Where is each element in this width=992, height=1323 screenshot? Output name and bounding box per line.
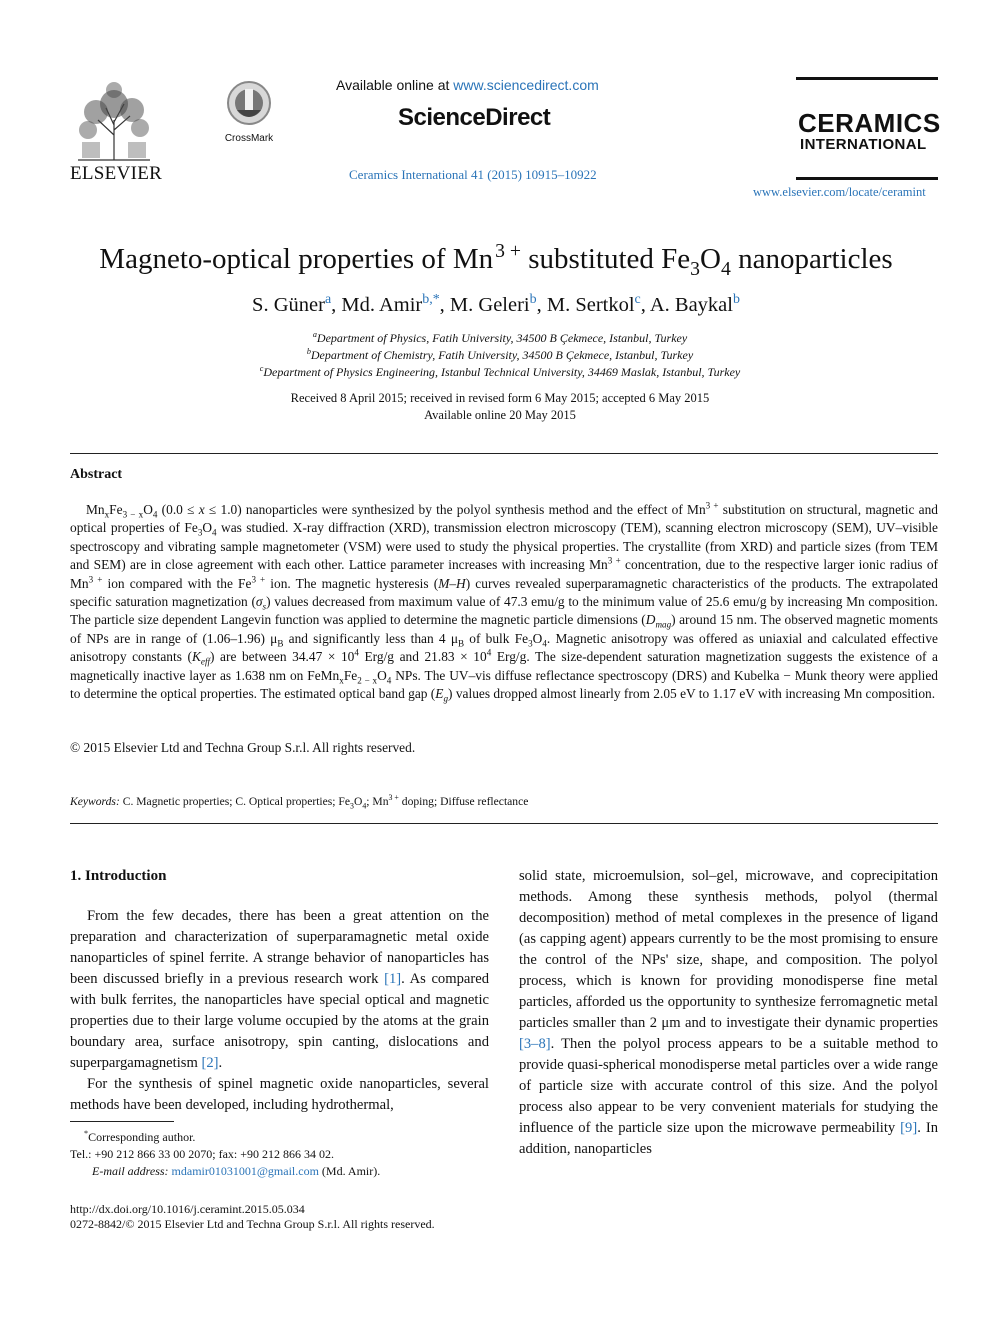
paper-title: [0, 240, 992, 280]
affiliation-mark[interactable]: b: [732, 292, 740, 308]
text-run: g: [443, 693, 449, 704]
title-text: substituted Fe: [521, 243, 691, 275]
title-text: Magneto-optical properties of Mn: [99, 243, 494, 275]
text-run: 3 +: [251, 574, 266, 585]
text-run: 4: [486, 647, 492, 658]
keywords-bottom-rule: [70, 823, 938, 824]
footnote-rule: [70, 1121, 174, 1122]
text-run: K: [191, 649, 201, 665]
text-run: 3: [197, 528, 203, 539]
email-link[interactable]: mdamir01031001@gmail.com: [171, 1164, 319, 1178]
text-run: O: [353, 795, 363, 808]
author-list: S. Güner$^a$, Md. Amir$^{b,*}$, M. Geleri$^b$, M. Sertkol$^c$, A. Baykal$^b$: [252, 292, 740, 316]
author[interactable]: M. Sertkol$^c$: [546, 292, 641, 316]
text-run: ) values decreased from maximum value of 47.3 emu/g to the minimum value of 25.6 emu/g by increasing Mn composition. The particle size dependent Langevin function was applied to determine the magnetic particle dimensions (: [70, 594, 938, 628]
text-run: Mn: [86, 502, 105, 517]
intro-paragraph-1: [70, 906, 489, 1074]
text-run: E: [435, 686, 444, 702]
text-run: C. Magnetic properties; C. Optical properties; Fe: [119, 795, 351, 808]
text-run: O: [532, 630, 543, 646]
affiliation-c: $^c$Department of Physics Engineering, Istanbul Technical University, 34469 Maslak, Istanbul, Turkey: [259, 364, 741, 379]
text-run: Erg/g. The size-dependent saturation magnetization suggests the existence of a magnetically inactive layer as 1.638 nm on FeMn: [70, 649, 938, 683]
text-run: ion compared with the Fe: [102, 575, 252, 591]
abstract-heading: Abstract: [70, 467, 123, 482]
journal-logo-title: CERAMICS: [798, 108, 941, 138]
keywords: [70, 793, 529, 811]
text-run: B: [277, 638, 284, 649]
text-run: x: [198, 502, 205, 517]
abstract-top-rule: [70, 453, 938, 454]
keywords-label: Keywords:: [70, 795, 120, 808]
text-run: For the synthesis of spinel magnetic oxide nanoparticles, several methods have been developed, including hydrothermal,: [70, 1076, 489, 1113]
elsevier-wordmark: ELSEVIER: [70, 163, 163, 184]
affiliation-mark[interactable]: c: [634, 292, 641, 308]
text-run: From the few decades, there has been a great attention on the preparation and characterization of superparamagnetic metal oxide nanoparticles of spinel ferrite. A strange behavior of nanoparticles has been discussed briefly in a previous research work: [70, 908, 489, 987]
affiliation-b: $^b$Department of Chemistry, Fatih University, 34500 B Çekmece, Istanbul, Turkey: [306, 347, 694, 362]
abstract-copyright: © 2015 Elsevier Ltd and Techna Group S.r.l. All rights reserved.: [70, 740, 416, 755]
text-run: ion. The magnetic hysteresis (: [265, 575, 439, 591]
title-text: nanoparticles: [730, 243, 893, 275]
text-run: and significantly less than 4 μ: [283, 630, 458, 646]
text-run: Fe: [109, 502, 123, 517]
text-run: mag: [655, 620, 672, 631]
text-run: . Then the polyol process appears to be a suitable method to provide quasi-spherical monodisperse metal particles over a wide range of particle size with accurate control of this size. And the polyol process also appear to be very convenient materials for studying the influence of the particle size upon the microwave permeability: [519, 1036, 938, 1136]
text-run: 3: [528, 638, 533, 649]
author[interactable]: M. Geleri$^b$: [449, 292, 537, 316]
affiliation-mark[interactable]: b: [529, 292, 537, 308]
text-run: x: [339, 675, 344, 686]
text-run: 4: [386, 675, 392, 686]
body-column-right: [519, 866, 938, 1160]
text-run: D: [645, 612, 656, 628]
intro-paragraph-2: [70, 1074, 489, 1116]
title-subscript: 3: [690, 257, 701, 280]
available-online-date: Available online 20 May 2015: [424, 408, 576, 422]
text-run: (0.0 ≤: [157, 502, 199, 517]
author[interactable]: S. Güner$^a$: [252, 292, 332, 316]
text-run: 4: [542, 638, 547, 649]
text-run: 3 +: [705, 500, 719, 511]
title-text: O: [700, 243, 721, 275]
text-run: 4: [354, 647, 359, 658]
text-run: 3 +: [88, 574, 103, 585]
text-run: x: [104, 509, 110, 520]
text-run: .: [218, 1055, 223, 1071]
article-history: [0, 390, 992, 424]
affiliation-a: $^a$Department of Physics, Fatih University, 34500 B Çekmece, Istanbul, Turkey: [312, 330, 688, 345]
text-run: . As compared with bulk ferrites, the nanoparticles have special optical and magnetic properties due to their large volume occupied by the atoms at the grain boundary area, surface anisotropy, spin canting, dislocations and superpargamagnetism: [70, 971, 489, 1071]
section-heading-introduction: 1. Introduction: [70, 868, 167, 884]
issn-copyright-line: 0272-8842/© 2015 Elsevier Ltd and Techna Group S.r.l. All rights reserved.: [70, 1217, 435, 1231]
text-run: Erg/g and 21.83 × 10: [358, 649, 487, 665]
journal-homepage-link[interactable]: www.elsevier.com/locate/ceramint: [753, 185, 926, 199]
citation-link[interactable]: [9]: [900, 1120, 918, 1136]
text-run: . In addition, nanoparticles: [519, 1120, 938, 1157]
author[interactable]: A. Baykal$^b$: [649, 292, 740, 316]
journal-logo-subtitle: INTERNATIONAL: [800, 136, 927, 153]
crossmark-label: CrossMark: [224, 133, 274, 144]
journal-logo-top-rule: [796, 77, 938, 80]
text-run: O: [377, 667, 387, 683]
text-run: concentration, due to the respective larger ionic radius of Mn: [70, 557, 938, 591]
text-run: substitution on structural, magnetic and optical properties of Fe: [70, 502, 938, 536]
text-run: O: [143, 502, 153, 517]
text-run: eff: [200, 656, 211, 667]
sciencedirect-wordmark: ScienceDirect: [398, 104, 551, 131]
citation-link[interactable]: [3–8]: [519, 1036, 551, 1052]
text-run: ) are between 34.47 × 10: [210, 649, 355, 665]
text-run: doping; Diffuse reflectance: [398, 795, 529, 808]
citation-link[interactable]: [2]: [201, 1055, 219, 1071]
text-run: M–H: [438, 575, 466, 591]
author[interactable]: Md. Amir$^{b,*}$: [341, 292, 440, 316]
contact-email: E-mail address: mdamir01031001@gmail.com (Md. Amir).: [92, 1164, 381, 1178]
text-run: 4: [212, 528, 217, 539]
crossmark-icon: [226, 80, 272, 126]
elsevier-tree-logo: [68, 80, 160, 162]
text-run: O: [202, 520, 213, 536]
text-run: σ: [255, 594, 263, 610]
text-run: ; Mn: [366, 795, 389, 808]
text-run: solid state, microemulsion, sol–gel, microwave, and coprecipitation methods. Among these synthesis methods, polyol (thermal decomposition) method of metal complexes in the presence of ligand (as capping agent) appears currently to be the most promising to ensure the control of the NPs' size, shape, and composition. The polyol process, which is known for providing monodisperse fine metal particles, afforded us the opportunity to synthesize ferromagnetic metal particles smaller than 2 μm and to investigate their dynamic properties: [519, 868, 938, 1031]
available-online-prefix: Available online at: [336, 77, 454, 93]
sciencedirect-url-link[interactable]: www.sciencedirect.com: [453, 77, 599, 93]
text-run: ) around 15 nm. The observed magnetic moments of NPs are in range of (1.06–1.96) μ: [70, 612, 939, 646]
affiliation-mark[interactable]: b,*: [422, 292, 440, 308]
title-superscript: 3 +: [495, 240, 521, 263]
text-run: 3 +: [388, 793, 399, 803]
text-run: 3: [350, 801, 354, 811]
text-run: 3 +: [607, 555, 621, 566]
text-run: 4: [152, 509, 158, 520]
journal-logo-bottom-rule: [796, 177, 938, 180]
keywords-list: [119, 793, 529, 811]
text-run: ≤ 1.0) nanoparticles were synthesized by the polyol synthesis method and the effect of Mn: [204, 502, 706, 517]
available-online-line: [336, 77, 599, 93]
journal-citation-link[interactable]: Ceramics International 41 (2015) 10915–10922: [349, 167, 597, 182]
text-run: of bulk Fe: [464, 630, 529, 646]
text-run: s: [262, 601, 267, 612]
abstract-body: [70, 501, 938, 703]
corresponding-author-note: *Corresponding author.: [84, 1129, 196, 1144]
citation-link[interactable]: [1]: [384, 971, 402, 987]
text-run: was studied. X-ray diffraction (XRD), transmission electron microscopy (TEM), scanning electron microscopy (SEM), UV–visible spectroscopy and vibrating sample magnetometer (VSM) were used to study the physical properties. The crystallite (from XRD) and particle sizes (from TEM and SEM) are in close agreement with each other. Lattice parameter increases with increasing Mn: [70, 520, 938, 573]
body-column-left: [70, 906, 489, 1116]
text-run: B: [458, 638, 465, 649]
text-run: NPs. The UV–vis diffuse reflectance spectroscopy (DRS) and Kubelka − Munk theory were applied to determine the optical properties. The estimated optical band gap (: [70, 667, 938, 702]
affiliation-mark[interactable]: a: [324, 292, 332, 308]
received-dates: Received 8 April 2015; received in revised form 6 May 2015; accepted 6 May 2015: [290, 391, 710, 405]
text-run: 2 − x: [357, 675, 378, 686]
title-subscript: 4: [720, 257, 731, 280]
crossmark-badge[interactable]: [218, 80, 280, 144]
text-run: ) values dropped almost linearly from 2.05 eV to 1.17 eV with increasing Mn composition.: [448, 686, 936, 702]
text-run: ) curves revealed superparamagnetic characteristics of the products. The extrapolated specific saturation magnetization (: [70, 575, 938, 610]
contact-phone: Tel.: +90 212 866 33 00 2070; fax: +90 212 866 34 02.: [70, 1147, 335, 1161]
text-run: 3 − x: [122, 509, 144, 520]
text-run: Fe: [343, 667, 358, 683]
intro-paragraph-continued: [519, 866, 938, 1160]
text-run: 4: [362, 801, 367, 811]
doi-link[interactable]: http://dx.doi.org/10.1016/j.ceramint.2015.05.034: [70, 1202, 305, 1216]
text-run: . Magnetic anisotropy was offered as uniaxial and calculated effective anisotropy constants (: [70, 630, 939, 665]
